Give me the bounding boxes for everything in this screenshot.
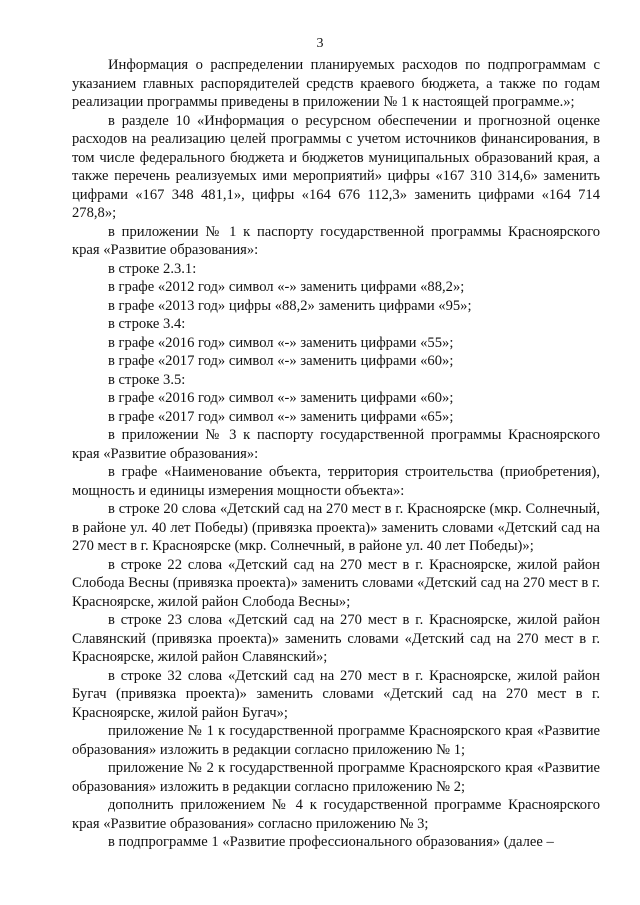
paragraph-subprogram-1: в подпрограмме 1 «Развитие профессионального образования» (далее – — [108, 834, 554, 850]
document-body — [72, 56, 600, 852]
paragraph-appendix-1: в приложении № 1 к паспорту государственной программы Красноярского края «Развитие образования»: — [72, 223, 600, 258]
paragraph-2012-column: в графе «2012 год» символ «-» заменить цифрами «88,2»; — [108, 279, 465, 295]
paragraph-add-appendix-4: дополнить приложением № 4 к государственной программе Красноярского края «Развитие образования» согласно приложению № 3; — [72, 797, 600, 832]
paragraph-2017-column-a: в графе «2017 год» символ «-» заменить цифрами «60»; — [108, 353, 454, 369]
paragraph-section-10: в разделе 10 «Информация о ресурсном обеспечении и прогнозной оценке расходов на реализацию целей программы с учетом источников финансирования, в том числе федерального бюджета и бюджетов муниципальных образований края, а также перечень реализуемых ими мероприятий» цифры «167 310 314,6» заменить цифрами «167 348 481,1», цифры «164 676 112,3» заменить цифрами «164 714 278,8»; — [72, 112, 600, 221]
paragraph-object-name-column: в графе «Наименование объекта, территория строительства (приобретения), мощность и единицы измерения мощности объекта»: — [72, 464, 600, 499]
paragraph-2016-column-a: в графе «2016 год» символ «-» заменить цифрами «55»; — [108, 334, 454, 351]
paragraph-row-23: в строке 23 слова «Детский сад на 270 мест в г. Красноярске, жилой район Славянский (привязка проекта)» заменить словами «Детский сад на 270 мест в г. Красноярске, жилой район Славянский»; — [72, 612, 600, 665]
paragraph-row-3-4: в строке 3.4: — [108, 316, 186, 332]
paragraph-row-3-5: в строке 3.5: — [108, 371, 186, 388]
paragraph-row-20: в строке 20 слова «Детский сад на 270 мест в г. Красноярске (мкр. Солнечный, в районе ул. 40 лет Победы) (привязка проекта)» заменить словами «Детский сад на 270 мест в г. Красноярске (мкр. Солнечный, в районе ул. 40 лет Победы)»; — [72, 501, 600, 554]
paragraph-row-2-3-1: в строке 2.3.1: — [108, 260, 197, 277]
paragraph-2016-column-b: в графе «2016 год» символ «-» заменить цифрами «60»; — [108, 390, 454, 406]
paragraph-2017-column-b: в графе «2017 год» символ «-» заменить цифрами «65»; — [108, 408, 454, 425]
paragraph-program-appendix-2: приложение № 2 к государственной программе Красноярского края «Развитие образования» изложить в редакции согласно приложению № 2; — [72, 760, 600, 795]
paragraph-row-32: в строке 32 слова «Детский сад на 270 мест в г. Красноярске, жилой район Бугач (привязка проекта)» заменить словами «Детский сад на 270 мест в г. Красноярске, жилой район Бугач»; — [72, 667, 600, 721]
paragraph-intro-information: Информация о распределении планируемых расходов по подпрограммам с указанием главных распорядителей средств краевого бюджета, а также по годам реализации программы приведены в приложении № 1 к настоящей программе.»; — [72, 57, 600, 110]
paragraph-2013-column: в графе «2013 год» цифры «88,2» заменить цифрами «95»; — [108, 297, 472, 314]
paragraph-program-appendix-1: приложение № 1 к государственной программе Красноярского края «Развитие образования» изложить в редакции согласно приложению № 1; — [72, 723, 600, 758]
page-number: 3 — [316, 36, 324, 51]
paragraph-row-22: в строке 22 слова «Детский сад на 270 мест в г. Красноярске, жилой район Слобода Весны (привязка проекта)» заменить словами «Детский сад на 270 мест в г. Красноярске, жилой район Слобода Весны»; — [72, 556, 600, 610]
paragraph-appendix-3: в приложении № 3 к паспорту государственной программы Красноярского края «Развитие образования»: — [72, 427, 600, 462]
